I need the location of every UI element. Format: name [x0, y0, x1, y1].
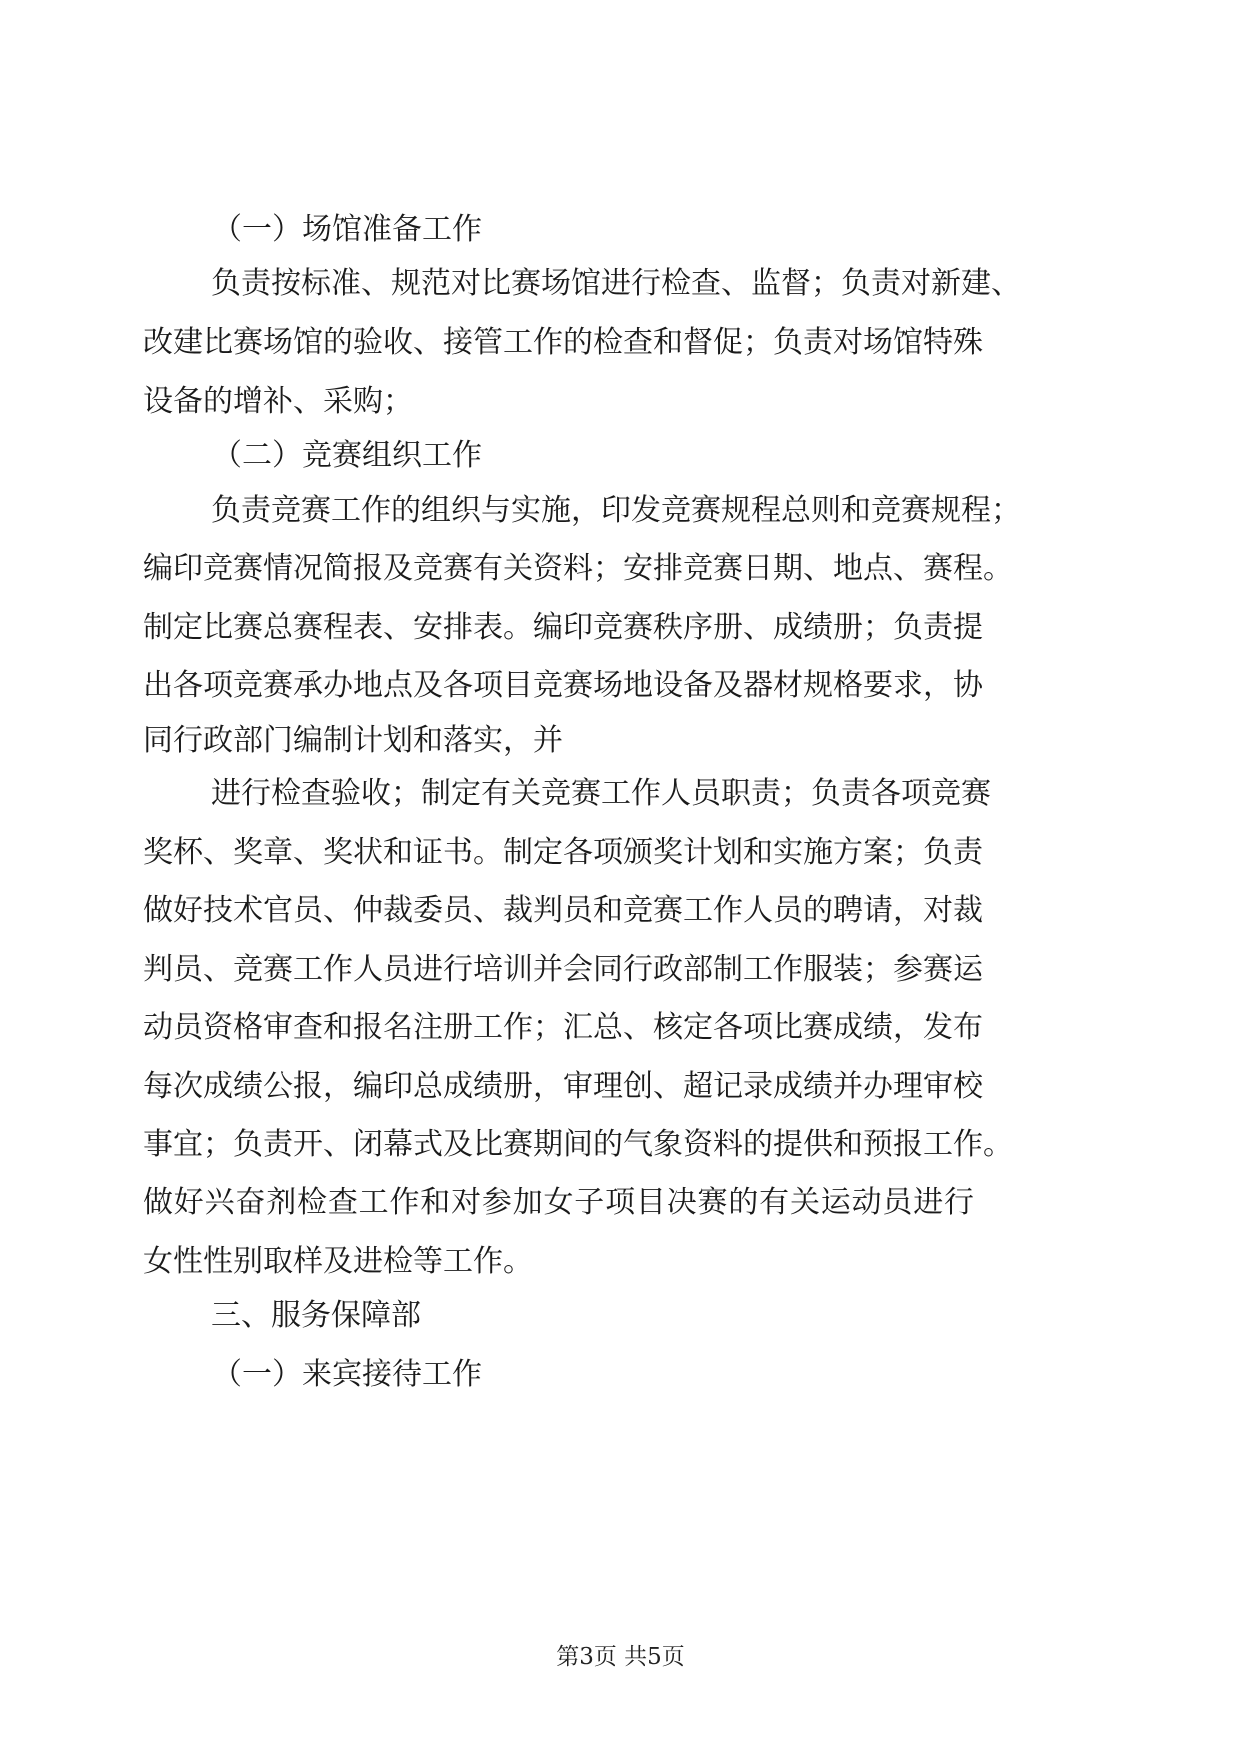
paragraph-line: 做好技术官员、仲裁委员、裁判员和竞赛工作人员的聘请，对裁	[143, 893, 983, 928]
paragraph-line: 设备的增补、采购；	[143, 384, 413, 419]
page-footer: 第3页 共5页	[556, 1644, 685, 1670]
paragraph-line: 事宜；负责开、闭幕式及比赛期间的气象资料的提供和预报工作。	[143, 1127, 1013, 1162]
paragraph-line: 负责竞赛工作的组织与实施，印发竞赛规程总则和竞赛规程；	[211, 493, 1021, 528]
paragraph-line: 制定比赛总赛程表、安排表。编印竞赛秩序册、成绩册；负责提	[143, 610, 983, 645]
paragraph-line: 负责按标准、规范对比赛场馆进行检查、监督；负责对新建、	[211, 266, 1021, 301]
paragraph-line: 做好兴奋剂检查工作和对参加女子项目决赛的有关运动员进行	[143, 1185, 974, 1220]
paragraph-line: 动员资格审查和报名注册工作；汇总、核定各项比赛成绩，发布	[143, 1010, 983, 1045]
paragraph-line: 奖杯、奖章、奖状和证书。制定各项颁奖计划和实施方案；负责	[143, 835, 983, 870]
paragraph-line: 同行政部门编制计划和落实，并	[143, 723, 563, 758]
paragraph-line: 出各项竞赛承办地点及各项目竞赛场地设备及器材规格要求，协	[143, 668, 983, 703]
section-heading-guest-reception: （一）来宾接待工作	[212, 1357, 482, 1392]
paragraph-line: 女性性别取样及进检等工作。	[143, 1244, 533, 1279]
paragraph-line: 改建比赛场馆的验收、接管工作的检查和督促；负责对场馆特殊	[143, 325, 983, 360]
paragraph-line: 每次成绩公报，编印总成绩册，审理创、超记录成绩并办理审校	[143, 1069, 983, 1104]
section-heading-competition-organization: （二）竞赛组织工作	[212, 438, 482, 473]
paragraph-line: 判员、竞赛工作人员进行培训并会同行政部制工作服装；参赛运	[143, 952, 983, 987]
paragraph-line: 进行检查验收；制定有关竞赛工作人员职责；负责各项竞赛	[211, 776, 991, 811]
section-heading-service-support: 三、服务保障部	[211, 1298, 421, 1333]
paragraph-line: 编印竞赛情况简报及竞赛有关资料；安排竞赛日期、地点、赛程。	[143, 551, 1013, 586]
section-heading-venue-preparation: （一）场馆准备工作	[212, 212, 482, 247]
